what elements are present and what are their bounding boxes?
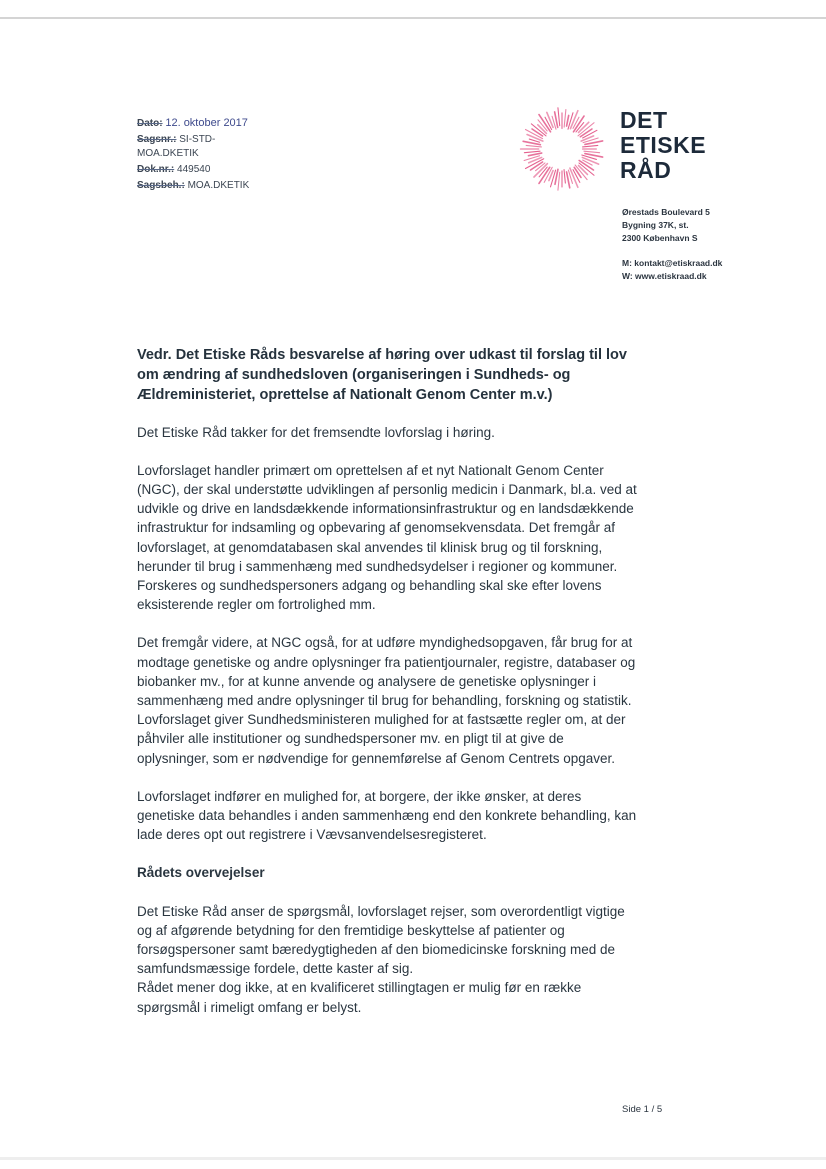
logo-ray (526, 145, 541, 146)
doc-label: Dok.nr.: (137, 164, 175, 175)
logo-wordmark (620, 108, 706, 183)
logo-ray (558, 172, 560, 190)
paragraph-considerations (137, 902, 637, 1017)
logo-ray (564, 170, 565, 183)
logo-sunburst-icon (517, 104, 607, 194)
date-row (137, 116, 249, 131)
case-value-line1: SI-STD- (179, 134, 216, 145)
paragraph-ngc: Lovforslaget handler primært om oprettelsen af et nyt Nationalt Genom Center (NGC), der skal understøtte udviklingen af personlig medicin i Danmark, bl.a. ved at udvikle og drive en landsdækkende informationsinfrastruktur og en landsdækkende infrastruktur for indsamling og opbevaring af genomsekvensdata. Det fremgår af lovforslaget, at genomdatabasen skal anvendes til klinisk brug og til forskning, herunder til brug i sammenhæng med sundhedsydelser i regioner og kommuner. Forskeres og sundhedspersoners adgang og behandling skal ske efter lovens eksisterende regler om fortrolighed mm. (137, 462, 637, 613)
letter-body (137, 345, 637, 1036)
considerations-text: Det Etiske Råd anser de spørgsmål, lovforslaget rejser, som overordentligt vigtige og af afgørende betydning for den fremtidige beskyttelse af patienter og forsøgspersoner samt bæredygtigheden af den biomedicinske forskning med de samfundsmæssige fordele, dette kaster af sig. (137, 903, 625, 977)
address-city: 2300 København S (622, 233, 698, 243)
contact-web: W: www.etiskraad.dk (622, 271, 707, 281)
logo-line-etiske: ETISKE (620, 132, 707, 158)
date-label: Dato: (137, 118, 163, 129)
logo-ray (584, 151, 600, 153)
logo-ray (564, 110, 566, 127)
address-building: Bygning 37K, st. (622, 220, 689, 230)
logo-line-det: DET (620, 107, 668, 133)
paragraph-data-access: Det fremgår videre, at NGC også, for at udføre myndighedsopgaven, får brug for at modtage genetiske og andre oplysninger fra patientjournaler, registre, databaser og biobanker mv., for at kunne anvende og analysere de genetiske oplysninger i sammenhæng med andre oplysninger til brug for behandling, forskning og statistik. Lovforslaget giver Sundhedsministeren mulighed for at fastsætte regler om, at der påhviler alle institutioner og sundhedspersoner mv. en pligt til at give de oplysninger, som er nødvendige for gennemførelse af Genom Centrets opgaver. (137, 635, 636, 766)
contact-email: M: kontakt@etiskraad.dk (622, 258, 723, 268)
logo-ray (532, 129, 542, 136)
letter-heading: Vedr. Det Etiske Råds besvarelse af høring over udkast til forslag til lov om ændring af sundhedsloven (organiseringen i Sundheds- og Ældreministeriet, oprettelse af Nationalt Genom Center m.v.) (137, 347, 627, 404)
handler-label: Sagsbeh.: (137, 180, 185, 191)
doc-row (137, 163, 249, 177)
section-heading: Rådets overvejelser (137, 865, 265, 881)
intro-paragraph: Det Etiske Råd takker for det fremsendte lovforslag i høring. (137, 424, 495, 440)
paragraph-opt-out: Lovforslaget indfører en mulighed for, at borgere, der ikke ønsker, at deres genetiske data behandles i anden sammenhæng end den konkrete behandling, kan lade deres opt out registrere i Vævsanvendelsesregisteret. (137, 788, 637, 843)
logo-ray (567, 115, 569, 126)
case-row (137, 133, 249, 161)
page-number: Side 1 / 5 (622, 1104, 663, 1115)
doc-value: 449540 (177, 164, 211, 175)
handler-row (137, 179, 249, 193)
logo-line-raad: RÅD (620, 157, 672, 183)
case-label: Sagsnr.: (137, 134, 177, 145)
scan-bottom-edge (0, 1157, 826, 1160)
logo-ray (524, 151, 540, 153)
address-street: Ørestads Boulevard 5 (622, 207, 710, 217)
logo-ray (558, 108, 560, 126)
date-value: 12. oktober 2017 (165, 117, 248, 129)
handler-value: MOA.DKETIK (187, 180, 250, 191)
sender-address (622, 206, 722, 283)
logo-ray (547, 112, 553, 127)
scan-top-rule (0, 17, 826, 19)
case-metadata (137, 116, 249, 195)
considerations-conclusion: Rådet mener dog ikke, at en kvalificeret stillingtagen er mulig før en række spørgsmål i rimeligt omfang er belyst. (137, 980, 582, 1015)
case-value-line2: MOA.DKETIK (137, 148, 199, 159)
logo-ray (583, 145, 598, 146)
